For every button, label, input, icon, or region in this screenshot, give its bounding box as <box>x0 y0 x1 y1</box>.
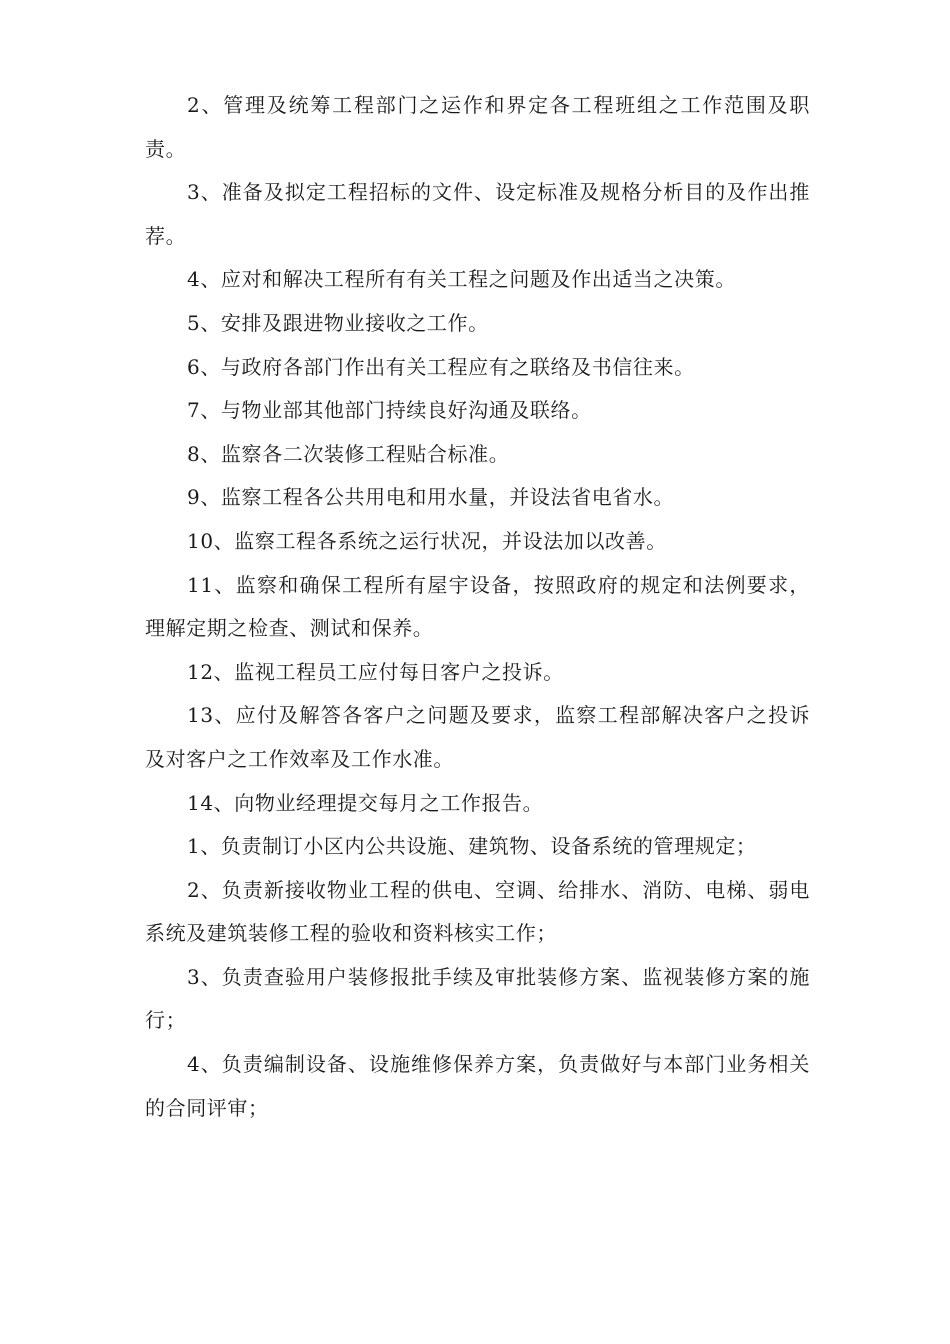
paragraph-5: 6、与政府各部门作出有关工程应有之联络及书信往来。 <box>187 354 695 379</box>
paragraph-16: 3、负责查验用户装修报批手续及审批装修方案、监视装修方案的施行； <box>145 964 810 1033</box>
paragraph-14: 1、负责制订小区内公共设施、建筑物、设备系统的管理规定； <box>187 834 757 859</box>
paragraph-12: 13、应付及解答各客户之问题及要求，监察工程部解决客户之投诉及对客户之工作效率及工作水准。 <box>145 703 810 771</box>
paragraph-7: 8、监察各二次装修工程贴合标准。 <box>187 441 510 466</box>
paragraph-9: 10、监察工程各系统之运行状况，并设法加以改善。 <box>187 528 667 553</box>
paragraph-11: 12、监视工程员工应付每日客户之投诉。 <box>187 659 564 684</box>
paragraph-1: 2、管理及统筹工程部门之运作和界定各工程班组之工作范围及职责。 <box>145 93 810 161</box>
paragraph-2: 3、准备及拟定工程招标的文件、设定标准及规格分析目的及作出推荐。 <box>145 180 810 248</box>
paragraph-6: 7、与物业部其他部门持续良好沟通及联络。 <box>187 398 592 423</box>
paragraph-3: 4、应对和解决工程所有有关工程之问题及作出适当之决策。 <box>187 267 736 292</box>
paragraph-10: 11、监察和确保工程所有屋宇设备，按照政府的规定和法例要求，理解定期之检查、测试和保养。 <box>145 572 810 641</box>
paragraph-17: 4、负责编制设备、设施维修保养方案，负责做好与本部门业务相关的合同评审； <box>145 1052 810 1120</box>
document-body <box>145 84 810 1130</box>
paragraph-8: 9、监察工程各公共用电和用水量，并设法省电省水。 <box>187 485 675 510</box>
paragraph-15: 2、负责新接收物业工程的供电、空调、给排水、消防、电梯、弱电系统及建筑装修工程的验收和资料核实工作； <box>145 877 810 946</box>
paragraph-13: 14、向物业经理提交每月之工作报告。 <box>187 790 544 815</box>
paragraph-4: 5、安排及跟进物业接收之工作。 <box>187 310 489 335</box>
